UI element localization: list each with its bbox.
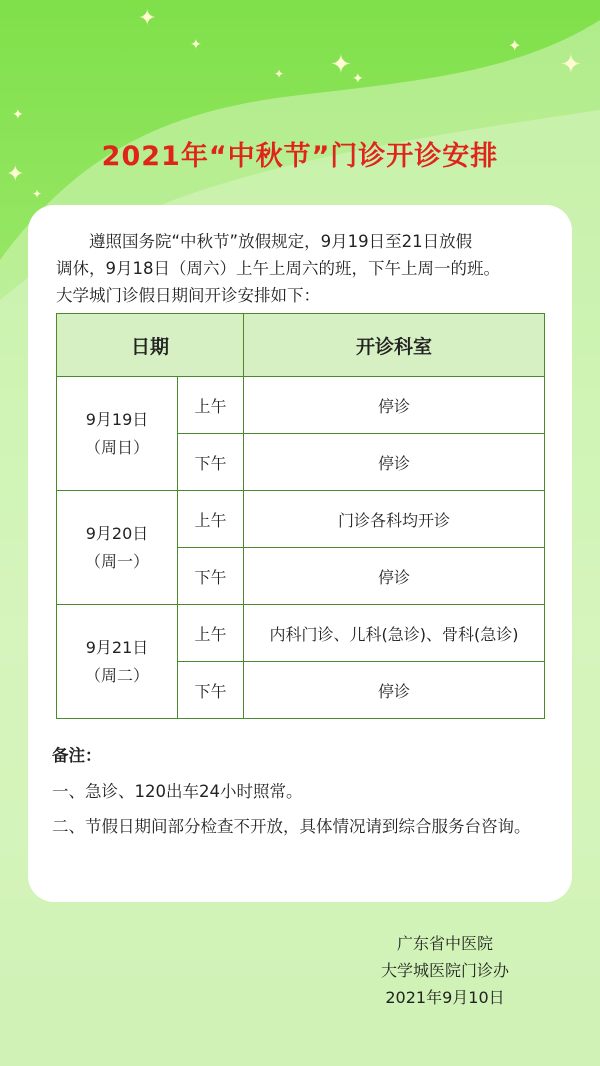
note-item [52, 776, 556, 808]
period-cell: 下午 [178, 548, 244, 605]
sparkle-icon: ✦ [274, 67, 285, 81]
period-cell: 下午 [178, 434, 244, 491]
date-cell [57, 491, 178, 605]
period-cell: 下午 [178, 662, 244, 719]
department-cell: 停诊 [244, 377, 545, 434]
sparkle-icon: ✦ [330, 50, 352, 80]
header-department: 开诊科室 [244, 314, 545, 377]
sparkle-icon: ✦ [32, 187, 43, 201]
department-cell: 内科门诊、儿科(急诊)、骨科(急诊) [244, 605, 545, 662]
header-date: 日期 [57, 314, 244, 377]
department-cell: 停诊 [244, 548, 545, 605]
sparkle-icon: ✦ [508, 36, 522, 55]
weekday-label: （周二） [84, 665, 149, 685]
period-cell: 上午 [178, 491, 244, 548]
notes-section [52, 740, 556, 846]
period-cell: 上午 [178, 605, 244, 662]
sparkle-icon: ✦ [12, 107, 24, 123]
weekday-label: （周一） [84, 551, 149, 571]
weekday-label: （周日） [84, 437, 149, 457]
period-cell: 上午 [178, 377, 244, 434]
department-cell: 停诊 [244, 434, 545, 491]
notes-title: 备注： [52, 746, 102, 765]
sparkle-icon: ✦ [138, 6, 157, 31]
table-row [57, 491, 545, 548]
signature-date: 2021年9月10日 [385, 988, 505, 1007]
department-cell: 门诊各科均开诊 [244, 491, 545, 548]
table-header-row [57, 314, 545, 377]
date-label: 9月20日 [85, 523, 149, 543]
date-label: 9月21日 [85, 637, 149, 657]
table-row [57, 605, 545, 662]
signature-block [340, 930, 550, 1011]
intro-line: 遵照国务院“中秋节”放假规定，9月19日至21日放假 [89, 232, 473, 251]
note-item [52, 811, 556, 843]
schedule-table [56, 313, 545, 719]
signature-office: 大学城医院门诊办 [380, 961, 509, 980]
intro-text [56, 228, 556, 309]
note-text: 急诊、120出车24小时照常。 [85, 782, 303, 801]
sparkle-icon: ✦ [6, 162, 25, 187]
note-text: 节假日期间部分检查不开放，具体情况请到综合服务台咨询。 [85, 817, 531, 836]
date-label: 9月19日 [85, 409, 149, 429]
note-number: 二、 [52, 817, 85, 836]
date-cell [57, 377, 178, 491]
department-cell: 停诊 [244, 662, 545, 719]
sparkle-icon: ✦ [352, 71, 364, 87]
note-number: 一、 [52, 782, 85, 801]
signature-org: 广东省中医院 [396, 934, 493, 953]
intro-line: 调休，9月18日（周六）上午上周六的班，下午上周一的班。 [56, 259, 500, 278]
table-row [57, 377, 545, 434]
sparkle-icon: ✦ [190, 37, 202, 53]
intro-line: 大学城门诊假日期间开诊安排如下： [56, 286, 320, 305]
page-title: 2021年“中秋节”门诊开诊安排 [101, 141, 499, 172]
sparkle-icon: ✦ [560, 50, 582, 80]
date-cell [57, 605, 178, 719]
